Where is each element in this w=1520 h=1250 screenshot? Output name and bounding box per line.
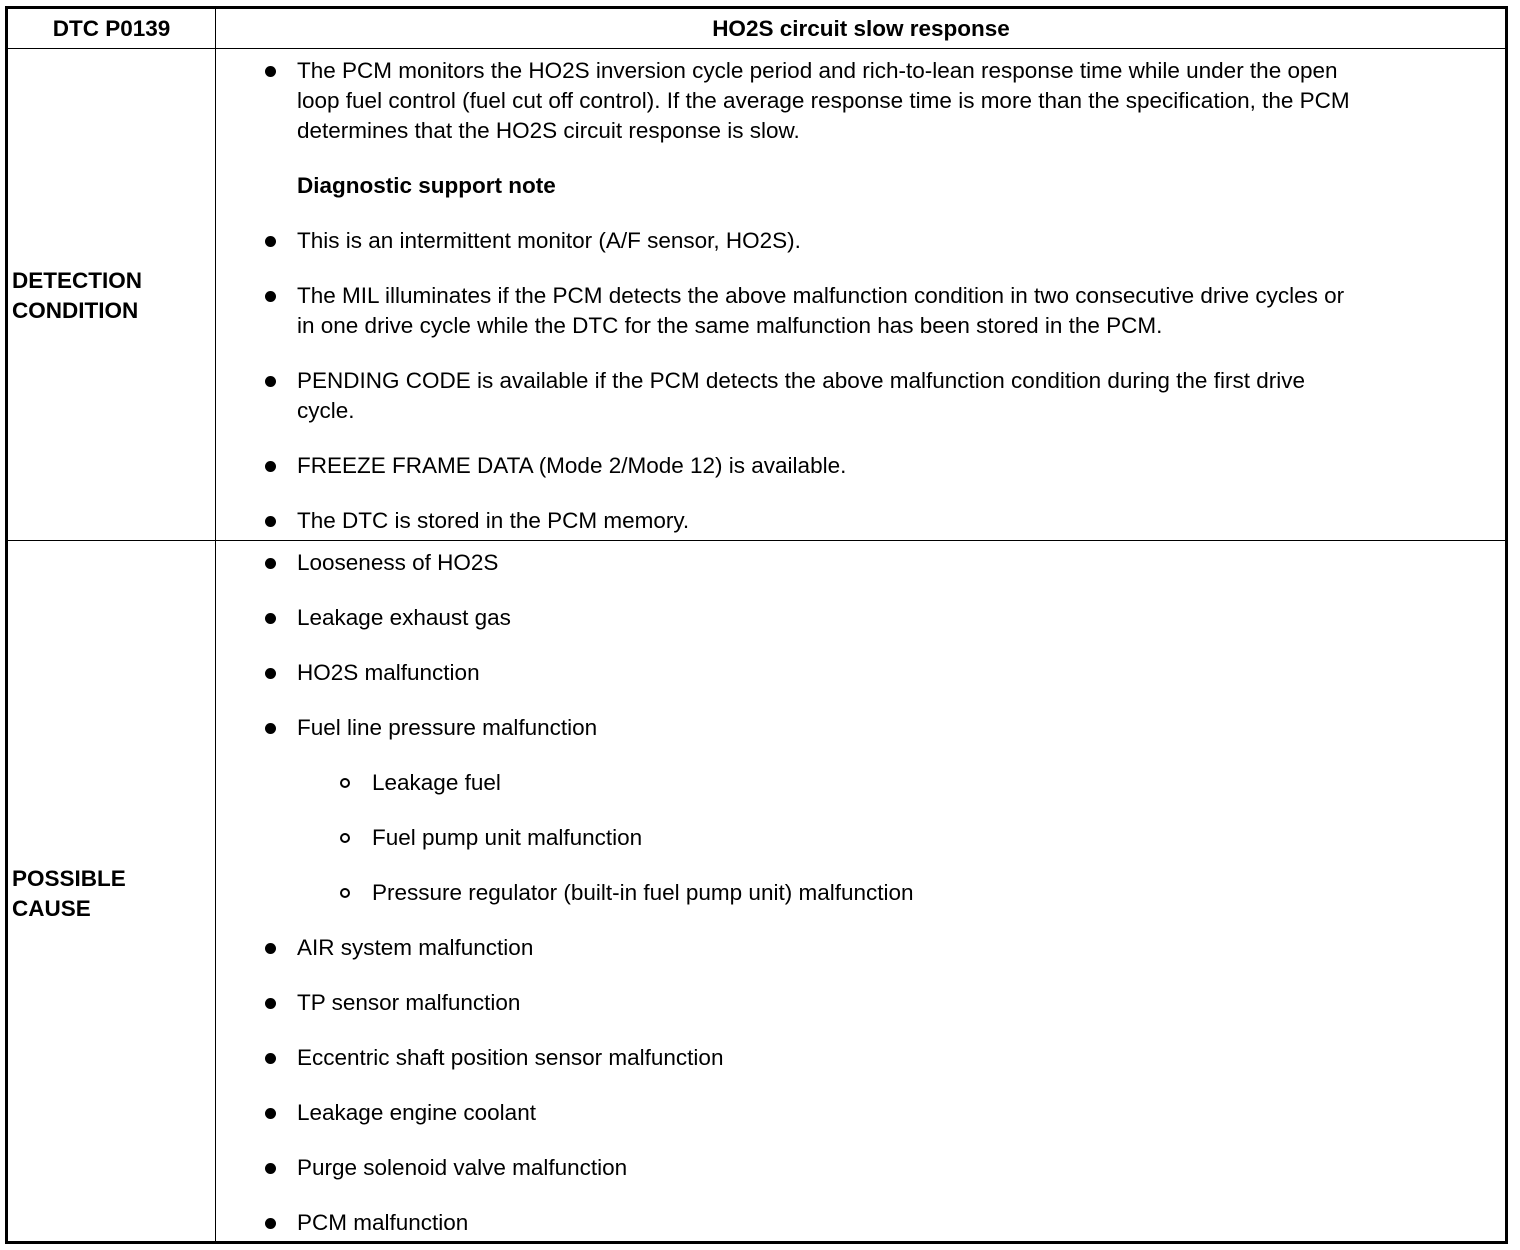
cause-item: Fuel line pressure malfunction [297,715,598,740]
detection-condition-label-line2: CONDITION [12,298,139,323]
cause-subitem: Fuel pump unit malfunction [372,825,643,850]
support-note-1: This is an intermittent monitor (A/F sensor, HO2S). [297,228,801,253]
cause-item: HO2S malfunction [297,660,480,685]
bullet-icon [265,236,276,247]
bullet-icon [265,668,276,679]
section-row-divider [5,540,1508,541]
cause-item: Leakage exhaust gas [297,605,511,630]
bullet-icon [265,291,276,302]
table-border [5,6,1508,1244]
cause-subitem: Leakage fuel [372,770,501,795]
bullet-icon [265,998,276,1009]
bullet-icon [265,516,276,527]
bullet-icon [265,1163,276,1174]
cause-subitem: Pressure regulator (built-in fuel pump unit) malfunction [372,880,914,905]
bullet-icon [265,461,276,472]
cause-item: Eccentric shaft position sensor malfunction [297,1045,724,1070]
hollow-bullet-icon [340,778,350,788]
hollow-bullet-icon [340,888,350,898]
bullet-icon [265,1108,276,1119]
support-note-2-line1: The MIL illuminates if the PCM detects the above malfunction condition in two consecutive drive cycles or [297,283,1345,308]
support-note-4: FREEZE FRAME DATA (Mode 2/Mode 12) is available. [297,453,847,478]
dtc-code-header: DTC P0139 [52,16,171,41]
bullet-icon [265,1218,276,1229]
header-row-divider [5,48,1508,49]
bullet-icon [265,558,276,569]
detection-item-1-line2: loop fuel control (fuel cut off control). If the average response time is more than the specification, the PCM [297,88,1350,113]
support-note-3-line2: cycle. [297,398,355,423]
diagnostic-support-note-heading: Diagnostic support note [297,173,556,198]
cause-item: Leakage engine coolant [297,1100,536,1125]
cause-item: Looseness of HO2S [297,550,499,575]
support-note-3-line1: PENDING CODE is available if the PCM detects the above malfunction condition during the first drive [297,368,1305,393]
detection-item-1-line1: The PCM monitors the HO2S inversion cycle period and rich-to-lean response time while under the open [297,58,1338,83]
support-note-5: The DTC is stored in the PCM memory. [297,508,690,533]
possible-cause-label-line1: POSSIBLE [12,866,126,891]
bullet-icon [265,723,276,734]
cause-item: Purge solenoid valve malfunction [297,1155,628,1180]
column-divider [215,6,216,1244]
cause-item: TP sensor malfunction [297,990,521,1015]
detection-condition-label-line1: DETECTION [12,268,143,293]
hollow-bullet-icon [340,833,350,843]
bullet-icon [265,66,276,77]
bullet-icon [265,1053,276,1064]
bullet-icon [265,613,276,624]
dtc-title-header: HO2S circuit slow response [712,16,1010,41]
possible-cause-label-line2: CAUSE [12,896,91,921]
bullet-icon [265,943,276,954]
detection-item-1-line3: determines that the HO2S circuit response is slow. [297,118,800,143]
cause-item: AIR system malfunction [297,935,534,960]
bullet-icon [265,376,276,387]
cause-item: PCM malfunction [297,1210,469,1235]
support-note-2-line2: in one drive cycle while the DTC for the same malfunction has been stored in the PCM. [297,313,1163,338]
